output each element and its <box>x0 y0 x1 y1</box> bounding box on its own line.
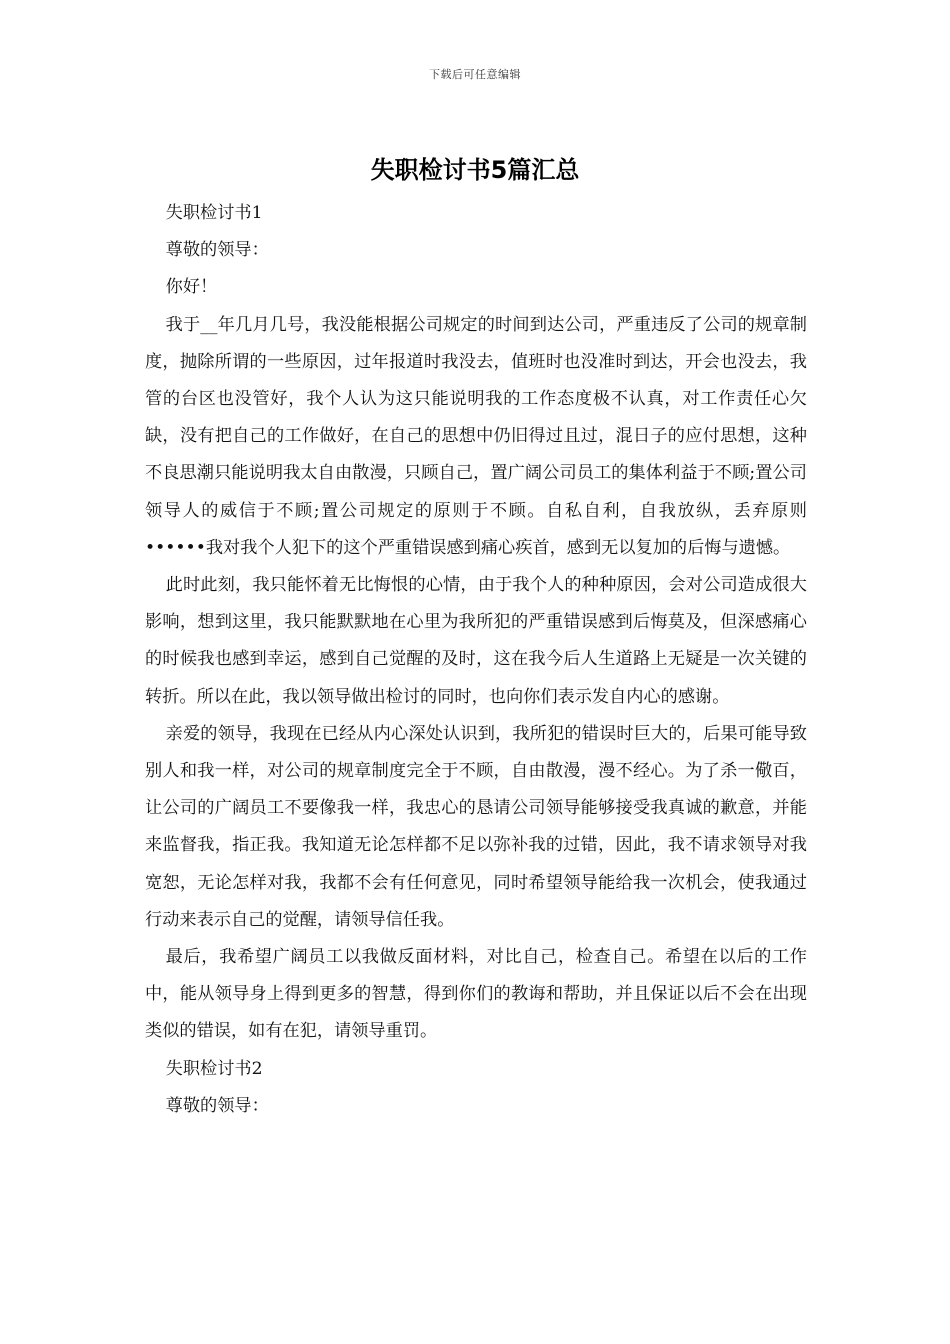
document-title: 失职检讨书5篇汇总 <box>370 156 580 184</box>
body-paragraph: 我于__年几月几号，我没能根据公司规定的时间到达公司，严重违反了公司的规章制度，抛除所谓的一些原因，过年报道时我没去，值班时也没准时到达，开会也没去，我管的台区也没管好，我个人认为这只能说明我的工作态度极不认真，对工作责任心欠缺，没有把自己的工作做好，在自己的思想中仍旧得过且过，混日子的应付思想，这种不良思潮只能说明我太自由散漫，只顾自己，置广阔公司员工的集体利益于不顾;置公司领导人的威信于不顾;置公司规定的原则于不顾。自私自利，自我放纵，丢弃原则••••••我对我个人犯下的这个严重错误感到痛心疾首，感到无以复加的后悔与遗憾。 <box>145 314 807 558</box>
body-paragraph: 最后，我希望广阔员工以我做反面材料，对比自己，检查自己。希望在以后的工作中，能从领导身上得到更多的智慧，得到你们的教诲和帮助，并且保证以后不会在出现类似的错误，如有在犯，请领导重罚。 <box>145 947 807 1042</box>
salutation: 尊敬的领导： <box>165 1095 269 1116</box>
section-heading: 失职检讨书1 <box>165 203 263 223</box>
salutation: 尊敬的领导： <box>165 240 269 261</box>
greeting: 你好！ <box>165 277 218 298</box>
section-heading: 失职检讨书2 <box>165 1058 263 1079</box>
body-paragraph: 此时此刻，我只能怀着无比悔恨的心情，由于我个人的种种原因，会对公司造成很大影响，想到这里，我只能默默地在心里为我所犯的严重错误感到后悔莫及，但深感痛心的时候我也感到幸运，感到自己觉醒的及时，这在我今后人生道路上无疑是一次关键的转折。所以在此，我以领导做出检讨的同时，也向你们表示发自内心的感谢。 <box>145 575 807 707</box>
page-header-note: 下载后可任意编辑 <box>429 68 521 81</box>
body-paragraph: 亲爱的领导，我现在已经从内心深处认识到，我所犯的错误时巨大的，后果可能导致别人和我一样，对公司的规章制度完全于不顾，自由散漫，漫不经心。为了杀一儆百，让公司的广阔员工不要像我一样，我忠心的恳请公司领导能够接受我真诚的歉意，并能来监督我，指正我。我知道无论怎样都不足以弥补我的过错，因此，我不请求领导对我宽恕，无论怎样对我，我都不会有任何意见，同时希望领导能给我一次机会，使我通过行动来表示自己的觉醒，请领导信任我。 <box>145 723 807 930</box>
document-body <box>145 195 807 1125</box>
